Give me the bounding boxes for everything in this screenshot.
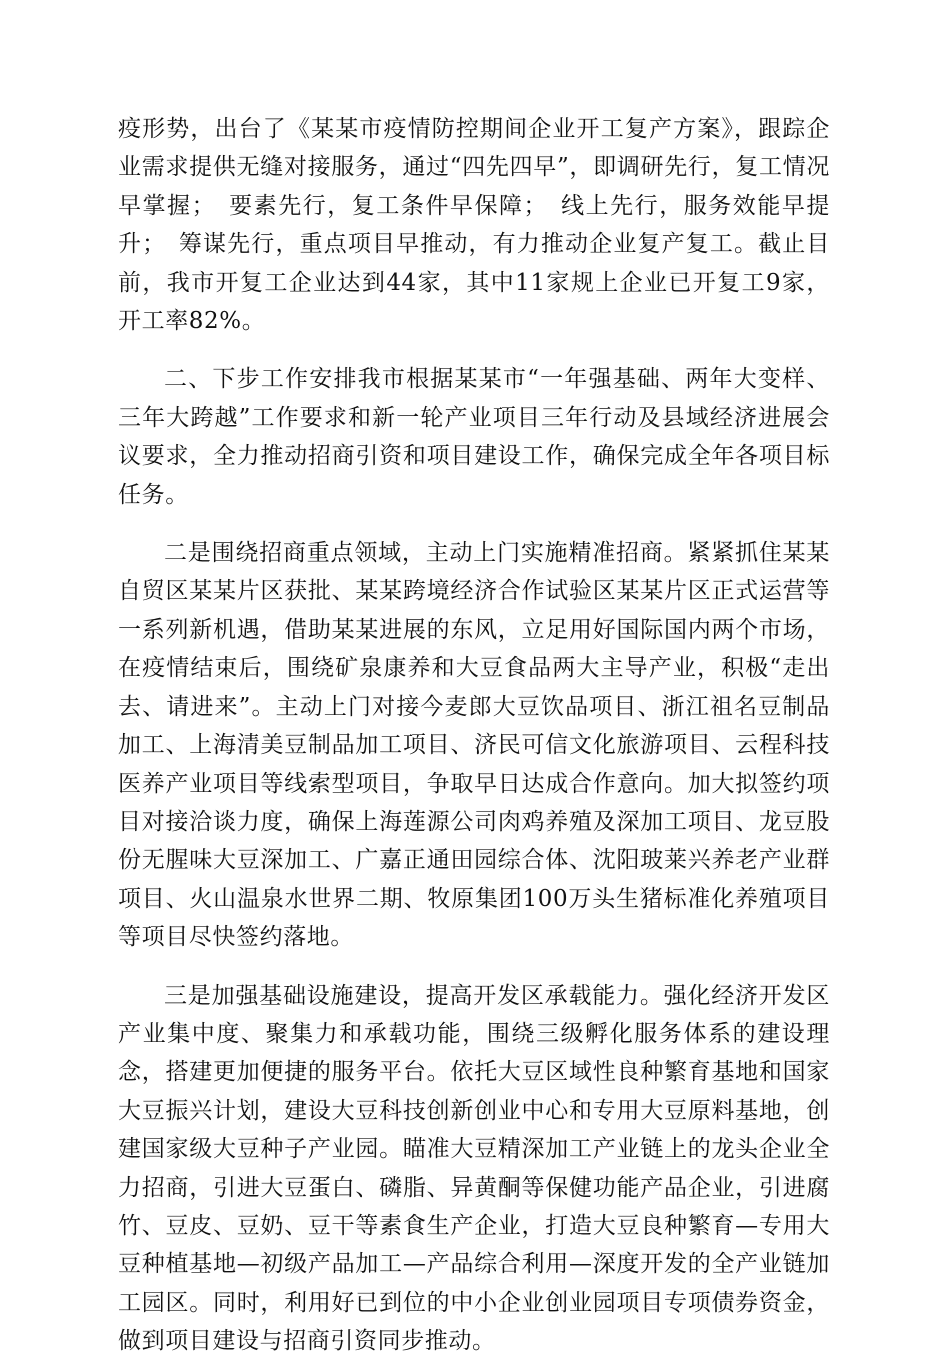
- paragraph-investment-promotion: 二是围绕招商重点领域，主动上门实施精准招商。紧紧抓住某某自贸区某某片区获批、某某跨境经济合作试验区某某片区正式运营等一系列新机遇，借助某某进展的东风，立足用好国际国内两个市场，在疫情结束后，围绕矿泉康养和大豆食品两大主导产业，积极“走出去、请进来”。主动上门对接今麦郎大豆饮品项目、浙江祖名豆制品加工、上海清美豆制品加工项目、济民可信文化旅游项目、云程科技医养产业项目等线索型项目，争取早日达成合作意向。加大拟签约项目对接洽谈力度，确保上海莲源公司肉鸡养殖及深加工项目、龙豆股份无腥味大豆深加工、广嘉正通田园综合体、沈阳玻莱兴养老产业群项目、火山温泉水世界二期、牧原集团100万头生猪标准化养殖项目等项目尽快签约落地。: [118, 540, 830, 951]
- paragraph-continuation: 疫形势，出台了《某某市疫情防控期间企业开工复产方案》，跟踪企业需求提供无缝对接服务，通过“四先四早”，即调研先行，复工情况早掌握； 要素先行，复工条件早保障； 线上先行，服务效能早提升； 筹谋先行，重点项目早推动，有力推动企业复产复工。截止目前，我市开复工企业达到44家，其中11家规上企业已开复工9家，开工率82%。: [118, 116, 830, 335]
- document-body: [118, 110, 830, 1361]
- paragraph-next-steps: 二、下步工作安排我市根据某某市“一年强基础、两年大变样、三年大跨越”工作要求和新一轮产业项目三年行动及县域经济进展会议要求，全力推动招商引资和项目建设工作，确保完成全年各项目标任务。: [118, 366, 830, 508]
- paragraph-infrastructure: 三是加强基础设施建设，提高开发区承载能力。强化经济开发区产业集中度、聚集力和承载功能，围绕三级孵化服务体系的建设理念，搭建更加便捷的服务平台。依托大豆区域性良种繁育基地和国家大豆振兴计划，建设大豆科技创新创业中心和专用大豆原料基地，创建国家级大豆种子产业园。瞄准大豆精深加工产业链上的龙头企业全力招商，引进大豆蛋白、磷脂、异黄酮等保健功能产品企业，引进腐竹、豆皮、豆奶、豆干等素食生产企业，打造大豆良种繁育—专用大豆种植基地—初级产品加工—产品综合利用—深度开发的全产业链加工园区。同时，利用好已到位的中小企业创业园项目专项债券资金，做到项目建设与招商引资同步推动。: [118, 982, 830, 1355]
